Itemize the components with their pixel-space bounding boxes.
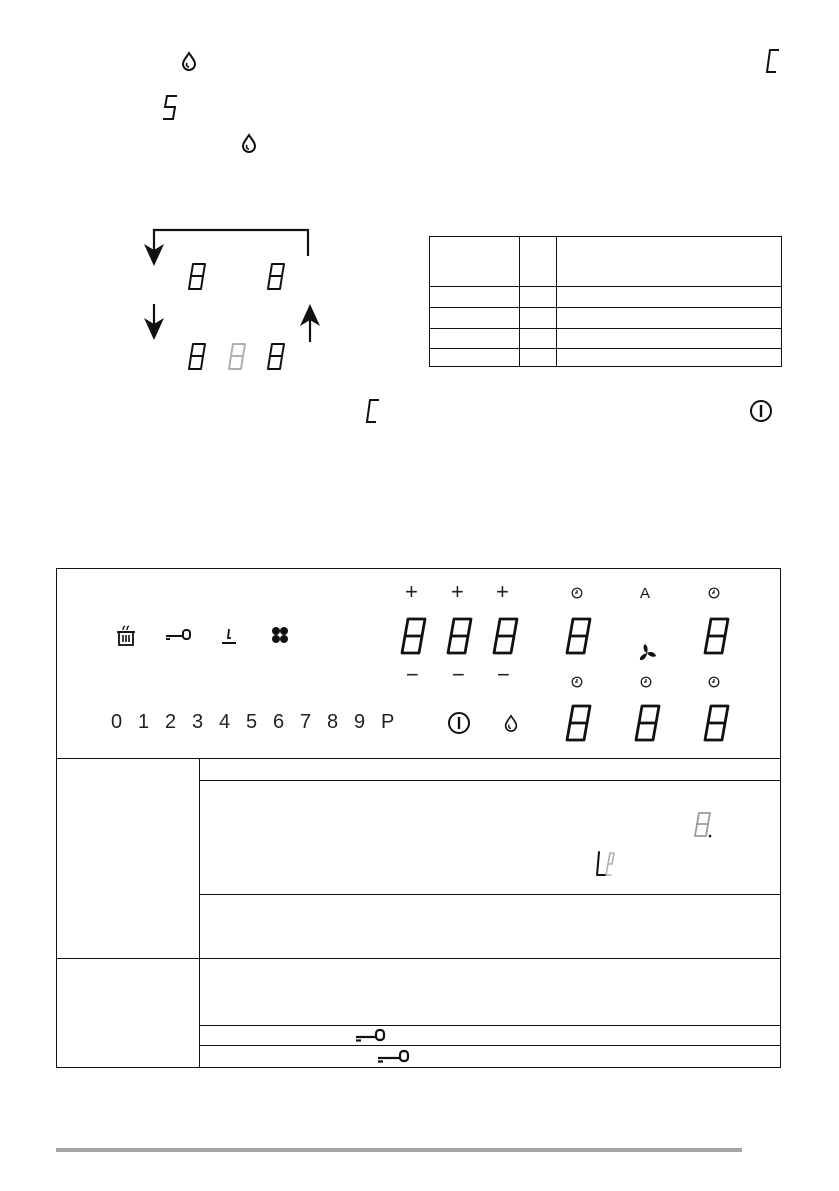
seven-seg-digit: [446, 617, 474, 655]
level-digit[interactable]: 8: [327, 711, 339, 733]
minus-button[interactable]: −: [452, 662, 465, 687]
seven-seg-digit: [703, 704, 731, 742]
seven-seg-digit: [265, 342, 287, 372]
level-digit[interactable]: 7: [300, 711, 312, 733]
drop-icon: [179, 51, 199, 71]
c-segment-icon: [764, 48, 782, 74]
minus-button[interactable]: −: [406, 662, 419, 687]
clock-icon[interactable]: [571, 676, 583, 688]
level-digit[interactable]: P: [381, 711, 395, 733]
seven-seg-digit: [186, 262, 208, 292]
fan-icon[interactable]: [636, 642, 658, 664]
bridge-icon[interactable]: [220, 626, 238, 646]
power-level-row: [111, 711, 401, 735]
l-segment-icon: [594, 850, 616, 878]
level-digit[interactable]: 0: [111, 711, 123, 733]
seven-seg-digit: [265, 262, 287, 292]
seven-seg-digit: [565, 704, 593, 742]
seven-seg-digit-dot-faint: [693, 811, 713, 839]
seven-seg-digit: [703, 617, 731, 655]
key-lock-icon[interactable]: [164, 627, 192, 641]
plus-button[interactable]: +: [451, 579, 464, 604]
seven-seg-digit: [492, 617, 520, 655]
pot-icon: [115, 624, 137, 648]
clock-icon[interactable]: [571, 587, 583, 599]
level-digit[interactable]: 9: [354, 711, 366, 733]
clock-icon[interactable]: [708, 587, 720, 599]
level-digit[interactable]: 1: [138, 711, 150, 733]
seven-seg-digit: [634, 704, 662, 742]
c-segment-icon: [364, 398, 382, 424]
s-segment-icon: [160, 94, 180, 122]
settings-table: [429, 236, 782, 367]
level-digit[interactable]: 5: [246, 711, 258, 733]
level-digit[interactable]: 4: [219, 711, 231, 733]
auto-label[interactable]: A: [640, 585, 651, 602]
seven-seg-digit: [186, 342, 208, 372]
seven-seg-digit-faint: [226, 342, 248, 372]
clock-icon[interactable]: [640, 676, 652, 688]
plus-button[interactable]: +: [496, 579, 509, 604]
footer-rule: [56, 1148, 742, 1152]
drop-icon[interactable]: [502, 713, 520, 733]
drop-icon: [239, 133, 259, 153]
clock-icon[interactable]: [708, 676, 720, 688]
minus-button[interactable]: −: [497, 662, 510, 687]
power-icon[interactable]: [447, 711, 471, 735]
key-lock-icon: [376, 1049, 410, 1064]
plus-button[interactable]: +: [405, 579, 418, 604]
seven-seg-digit: [565, 617, 593, 655]
power-icon: [749, 399, 773, 423]
key-lock-icon: [354, 1028, 386, 1043]
level-digit[interactable]: 6: [273, 711, 285, 733]
level-digit[interactable]: 3: [192, 711, 204, 733]
description-table: [56, 759, 781, 1068]
fan-flower-icon[interactable]: [270, 625, 290, 645]
seven-seg-digit: [400, 617, 428, 655]
level-digit[interactable]: 2: [165, 711, 177, 733]
